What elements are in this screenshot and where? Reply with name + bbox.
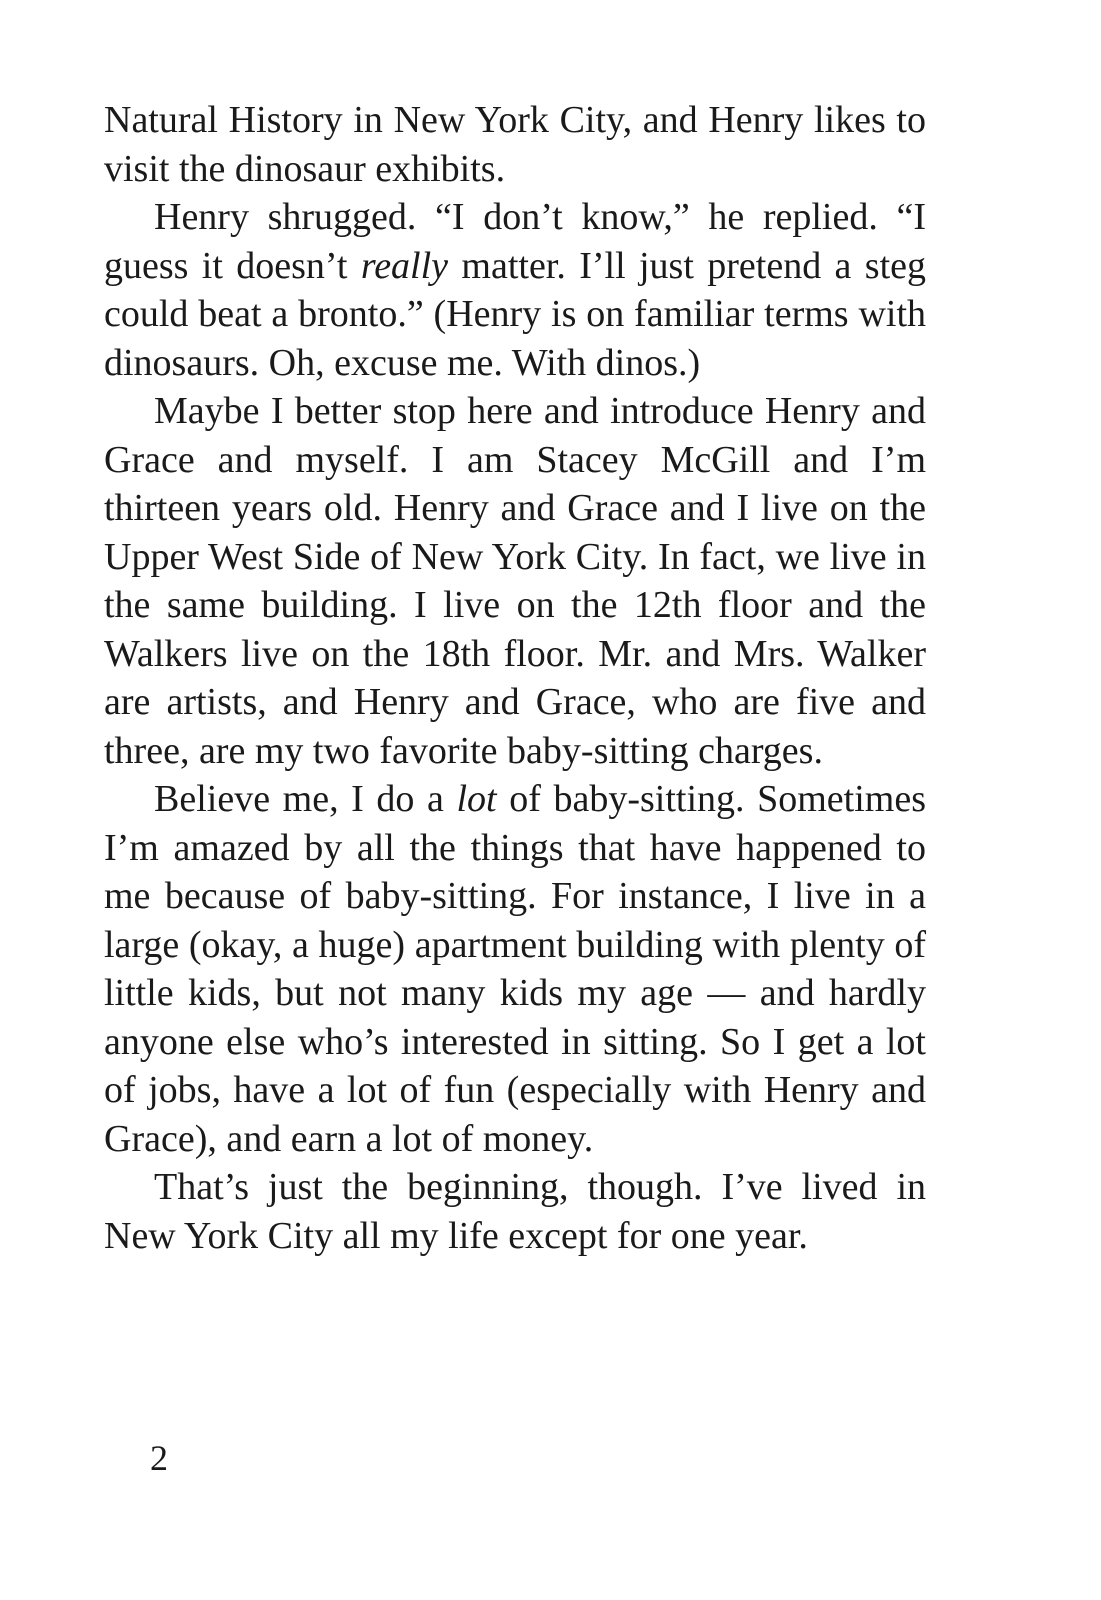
paragraph-5 (104, 1163, 926, 1260)
paragraph-4-text-a: Believe me, I do a (154, 778, 457, 820)
paragraph-4 (104, 775, 926, 1163)
paragraph-2-text-b: matter. I’ll just pretend a steg could beat a bronto.” (Henry is on familiar terms with dinosaurs. Oh, excuse me. With dinos.) (104, 244, 926, 384)
paragraph-1-text: Natural History in New York City, and Henry likes to visit the dinosaur exhibits. (104, 99, 926, 190)
paragraph-2-text-a: Henry shrugged. “I don’t know,” he replied. “I guess it doesn’t (104, 196, 926, 287)
page-body (104, 96, 926, 1260)
paragraph-2-emphasis: really (360, 244, 449, 287)
paragraph-3-text: Maybe I better stop here and introduce Henry and Grace and myself. I am Stacey McGill and I’m thirteen years old. Henry and Grace and I live on the Upper West Side of New York City. In fact, we live in the same building. I live on the 12th floor and the Walkers live on the 18th floor. Mr. and Mrs. Walker are artists, and Henry and Grace, who are five and three, are my two favorite baby-sitting charges. (104, 390, 926, 772)
paragraph-4-emphasis: lot (456, 778, 497, 820)
paragraph-1 (104, 96, 926, 193)
paragraph-2 (104, 193, 926, 387)
page-number: 2 (150, 1438, 168, 1478)
paragraph-3 (104, 387, 926, 775)
paragraph-5-text: That’s just the beginning, though. I’ve lived in New York City all my life except for one year. (104, 1166, 926, 1257)
paragraph-4-text-b: of baby-sitting. Sometimes I’m amazed by all the things that have happened to me because of baby-sitting. For instance, I live in a large (okay, a huge) apartment building with plenty of little kids, but not many kids my age — and hardly anyone else who’s interested in sitting. So I get a lot of jobs, have a lot of fun (especially with Henry and Grace), and earn a lot of money. (104, 778, 926, 1160)
